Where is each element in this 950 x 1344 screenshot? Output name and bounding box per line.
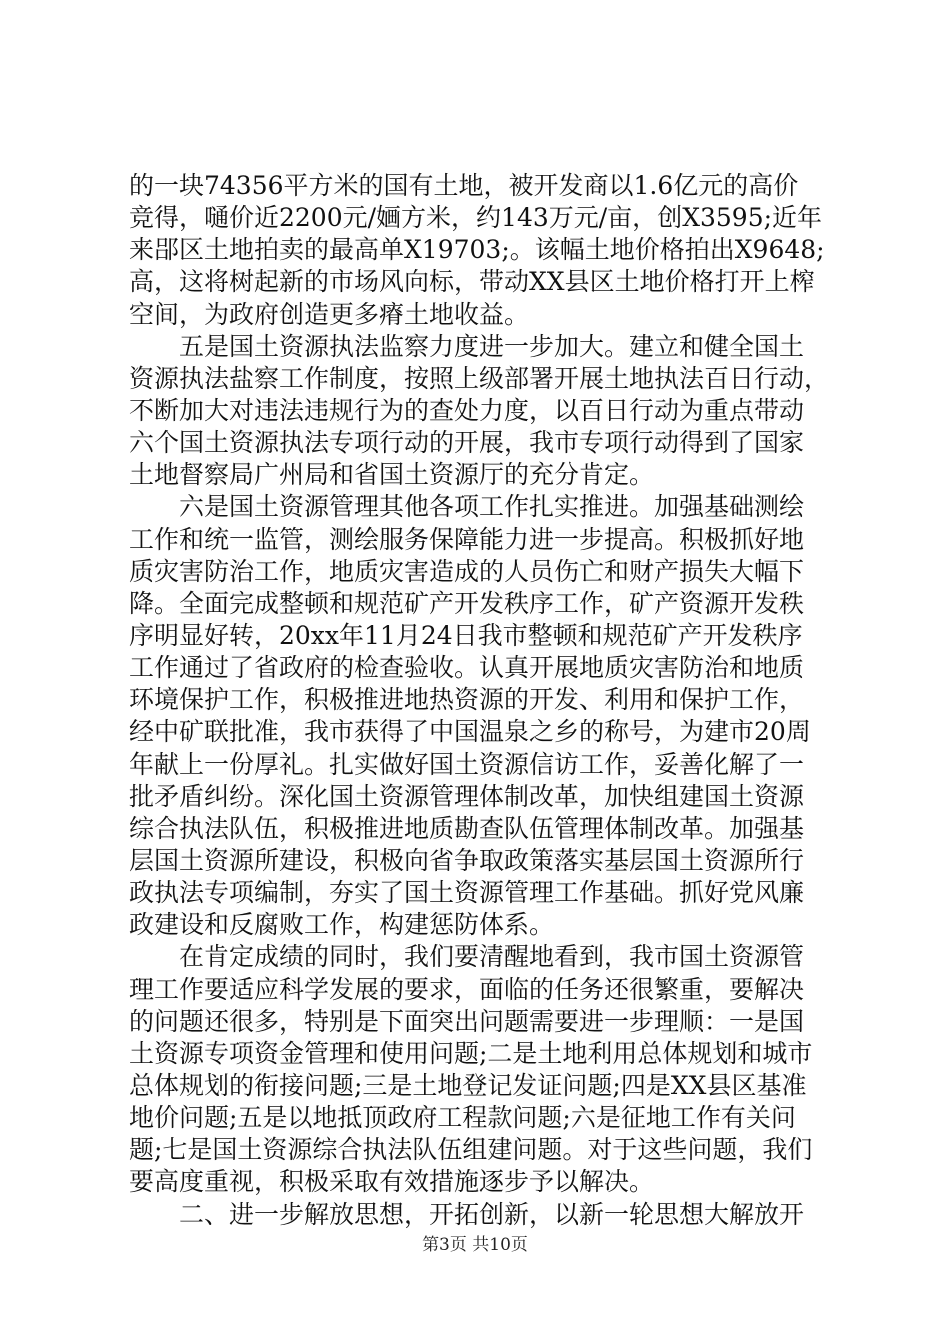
text-line: 在肯定成绩的同时，我们要清醒地看到，我市国土资源管	[129, 942, 805, 972]
text-line: 二、进一步解放思想，开拓创新，以新一轮思想大解放开	[129, 1199, 805, 1229]
text-line: 总体规划的衔接问题;三是土地登记发证问题;四是XX县区基准	[129, 1070, 807, 1100]
text-line: 工作通过了省政府的检查验收。认真开展地质灾害防治和地质	[129, 653, 805, 683]
text-line: 竞得，嗵价近2200元/婳方米，约143万元/亩，创X3595;近年	[129, 203, 823, 233]
text-line: 政执法专项编制，夯实了国土资源管理工作基础。抓好党风廉	[129, 878, 805, 908]
text-line: 六是国土资源管理其他各项工作扎实推进。加强基础测绘	[129, 492, 805, 522]
text-line: 工作和统一监管，测绘服务保障能力进一步提高。积极抓好地	[129, 524, 805, 554]
text-line: 质灾害防治工作，地质灾害造成的人员伤亡和财产损失大幅下	[129, 556, 805, 586]
text-line: 不断加大对违法违规行为的查处力度，以百日行动为重点带动	[129, 395, 805, 425]
text-line: 经中矿联批准，我市获得了中国温泉之乡的称号，为建市20周	[129, 717, 811, 747]
text-line: 降。全面完成整顿和规范矿产开发秩序工作，矿产资源开发秩	[129, 588, 805, 618]
text-line: 批矛盾纠纷。深化国土资源管理体制改革，加快组建国土资源	[129, 781, 805, 811]
text-line: 层国土资源所建设，积极向省争取政策落实基层国土资源所行	[129, 845, 805, 875]
text-line: 政建设和反腐败工作，构建惩防体系。	[129, 910, 555, 940]
page-footer: 第3页 共10页	[422, 1235, 528, 1255]
text-line: 序明显好转，20xx年11月24日我市整顿和规范矿产开发秩序	[129, 620, 803, 650]
text-line: 土资源专项资金管理和使用问题;二是土地利用总体规划和城市	[129, 1038, 813, 1068]
text-line: 理工作要适应科学发展的要求，面临的任务还很繁重，要解决	[129, 974, 805, 1004]
text-line: 地价问题;五是以地抵顶政府工程款问题;六是征地工作有关问	[129, 1103, 796, 1133]
text-line: 来郘区土地拍卖的最高单X19703;。该幅土地价格拍出X9648;	[129, 235, 825, 265]
body-text	[129, 170, 829, 1231]
text-line: 空间，为政府创造更多瘠土地收益。	[129, 299, 530, 329]
text-line: 的问题还很多，特别是下面突出问题需要进一步理顺：一是国	[129, 1006, 805, 1036]
text-line: 环境保护工作，积极推进地热资源的开发、利用和保护工作，	[129, 685, 805, 715]
text-line: 资源执法盐察工作制度，按照上级部署开展土地执法百日行动，	[129, 363, 830, 393]
text-line: 的一块74356平方米的国有土地，被开发商以1.6亿元的高价	[129, 171, 799, 200]
text-line: 年献上一份厚礼。扎实做好国土资源信访工作，妥善化解了一	[129, 749, 805, 779]
text-line: 土地督察局广州局和省国土资源厅的充分肯定。	[129, 460, 655, 490]
text-line: 要高度重视，积极采取有效措施逐步予以解决。	[129, 1167, 655, 1197]
text-line: 题;七是国土资源综合执法队伍组建问题。对于这些问题，我们	[129, 1135, 813, 1165]
text-line: 六个国土资源执法专项行动的开展，我市专项行动得到了国家	[129, 428, 805, 458]
text-line: 高，这将树起新的市场风向标，带动XX县区土地价格打开上榨	[129, 267, 815, 297]
text-line: 五是国土资源执法监察力度进一步加大。建立和健全国土	[129, 331, 805, 361]
text-line: 综合执法队伍，积极推进地质勘查队伍管理体制改革。加强基	[129, 813, 805, 843]
